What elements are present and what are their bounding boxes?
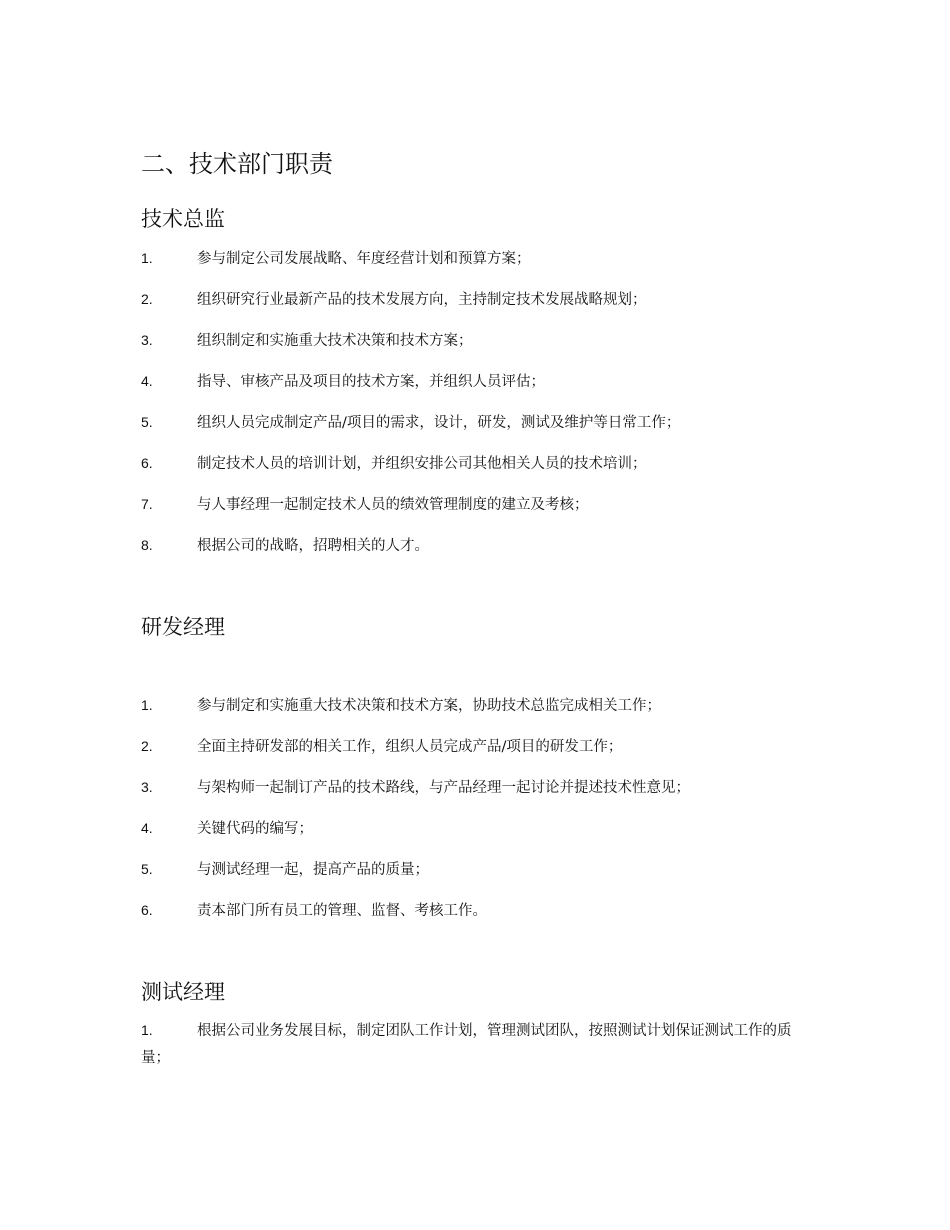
list-item-text: 组织制定和实施重大技术决策和技术方案；: [197, 333, 473, 349]
list-item-text: 组织研究行业最新产品的技术发展方向，主持制定技术发展战略规划；: [197, 292, 647, 308]
list-item-number: 1.: [141, 1022, 153, 1038]
section-heading-rd-manager: 研发经理: [141, 615, 225, 639]
list-item-number: 1.: [141, 697, 153, 713]
list-item: [141, 327, 813, 355]
list-item-number: 6.: [141, 902, 153, 918]
list-item: [141, 1017, 813, 1072]
list-item: [141, 450, 813, 478]
list-item-number: 5.: [141, 861, 153, 877]
list-item-number: 2.: [141, 738, 153, 754]
list-item-number: 3.: [141, 332, 153, 348]
list-item-number: 6.: [141, 455, 153, 471]
list-item: [141, 856, 813, 884]
section-heading-test-manager: 测试经理: [141, 980, 225, 1004]
list-item-text: 全面主持研发部的相关工作，组织人员完成产品/项目的研发工作；: [197, 739, 623, 755]
list-item-number: 7.: [141, 496, 153, 512]
list-item-text: 根据公司业务发展目标，制定团队工作计划，管理测试团队，按照测试计划保证测试工作的质量；: [141, 1023, 792, 1066]
list-item-text: 参与制定和实施重大技术决策和技术方案，协助技术总监完成相关工作；: [197, 698, 661, 714]
list-item-number: 2.: [141, 291, 153, 307]
list-item-text: 关键代码的编写；: [197, 821, 313, 837]
list-item-text: 指导、审核产品及项目的技术方案，并组织人员评估；: [197, 374, 545, 390]
list-item: [141, 733, 813, 761]
list-item: [141, 815, 813, 843]
list-item: [141, 897, 813, 925]
list-item-number: 8.: [141, 537, 153, 553]
list-item-text: 组织人员完成制定产品/项目的需求，设计，研发，测试及维护等日常工作；: [197, 415, 681, 431]
list-item-text: 根据公司的战略，招聘相关的人才。: [197, 538, 429, 554]
list-item-text: 与测试经理一起，提高产品的质量；: [197, 862, 429, 878]
section-heading-cto: 技术总监: [141, 207, 225, 231]
list-item-number: 4.: [141, 373, 153, 389]
list-item: [141, 774, 813, 802]
list-item-number: 5.: [141, 414, 153, 430]
list-item: [141, 368, 813, 396]
list-item-number: 1.: [141, 250, 153, 266]
list-item: [141, 692, 813, 720]
list-item: [141, 491, 813, 519]
list-item-text: 制定技术人员的培训计划，并组织安排公司其他相关人员的技术培训；: [197, 456, 647, 472]
list-item-text: 责本部门所有员工的管理、监督、考核工作。: [197, 903, 487, 919]
list-item: [141, 409, 813, 437]
list-item-number: 3.: [141, 779, 153, 795]
list-item-text: 与架构师一起制订产品的技术路线，与产品经理一起讨论并提述技术性意见；: [197, 780, 690, 796]
list-item-text: 与人事经理一起制定技术人员的绩效管理制度的建立及考核；: [197, 497, 589, 513]
list-item-number: 4.: [141, 820, 153, 836]
list-item-text: 参与制定公司发展战略、年度经营计划和预算方案；: [197, 251, 531, 267]
list-item: [141, 245, 813, 273]
page-title: 二、技术部门职责: [141, 150, 333, 178]
list-item: [141, 532, 813, 560]
list-item: [141, 286, 813, 314]
